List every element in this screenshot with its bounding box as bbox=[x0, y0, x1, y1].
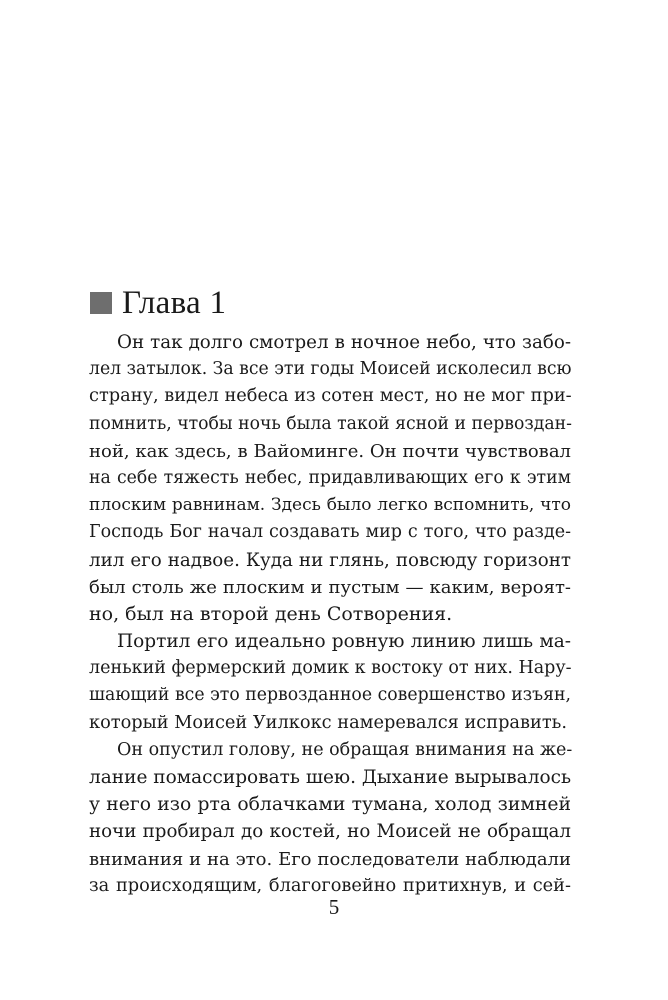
paragraph-1 bbox=[89, 329, 571, 628]
text-line: на себе тяжесть небес, придавливающих его к этим bbox=[89, 467, 571, 488]
text-line: ночи пробирал до костей, но Моисей не обращал bbox=[89, 821, 571, 843]
text-line: лил его надвое. Куда ни глянь, повсюду горизонт bbox=[89, 549, 571, 571]
text-line: у него изо рта облачками тумана, холод зимней bbox=[89, 794, 571, 816]
text-line: шающий все это первозданное совершенство изъян, bbox=[89, 685, 571, 706]
text-line: помнить, чтобы ночь была такой ясной и первоздан- bbox=[89, 413, 572, 434]
body-text bbox=[89, 329, 571, 900]
text-line: Господь Бог начал создавать мир с того, что разде- bbox=[89, 522, 571, 543]
text-line: но, был на второй день Сотворения. bbox=[89, 602, 453, 625]
chapter-title: Глава 1 bbox=[122, 285, 227, 321]
text-line: за происходящим, благоговейно притихнув, и сей- bbox=[89, 875, 571, 896]
chapter-heading bbox=[90, 283, 226, 323]
paragraph-2 bbox=[89, 628, 571, 737]
text-line: внимания и на это. Его последователи наблюдали bbox=[89, 848, 571, 870]
chapter-marker-square bbox=[90, 292, 112, 314]
text-line: Он так долго смотрел в ночное небо, что забо- bbox=[117, 332, 571, 353]
paragraph-3 bbox=[89, 737, 571, 900]
page-number: 5 bbox=[328, 895, 340, 919]
text-line: лание помассировать шею. Дыхание вырывалось bbox=[89, 767, 572, 788]
text-line: ленький фермерский домик к востоку от них. Нару- bbox=[89, 658, 572, 679]
text-line: Он опустил голову, не обращая внимания на же- bbox=[117, 739, 573, 760]
text-line: был столь же плоским и пустым — каким, вероят- bbox=[89, 576, 571, 598]
text-line: Портил его идеально ровную линию лишь ма- bbox=[117, 631, 571, 653]
text-line: который Моисей Уилкокс намеревался исправить. bbox=[89, 712, 567, 733]
text-line: плоским равнинам. Здесь было легко вспомнить, что bbox=[89, 495, 571, 516]
text-line: лел затылок. За все эти годы Моисей исколесил всю bbox=[89, 359, 572, 380]
text-line: ной, как здесь, в Вайоминге. Он почти чувствовал bbox=[89, 440, 571, 462]
text-line: страну, видел небеса из сотен мест, но не мог при- bbox=[89, 386, 572, 407]
